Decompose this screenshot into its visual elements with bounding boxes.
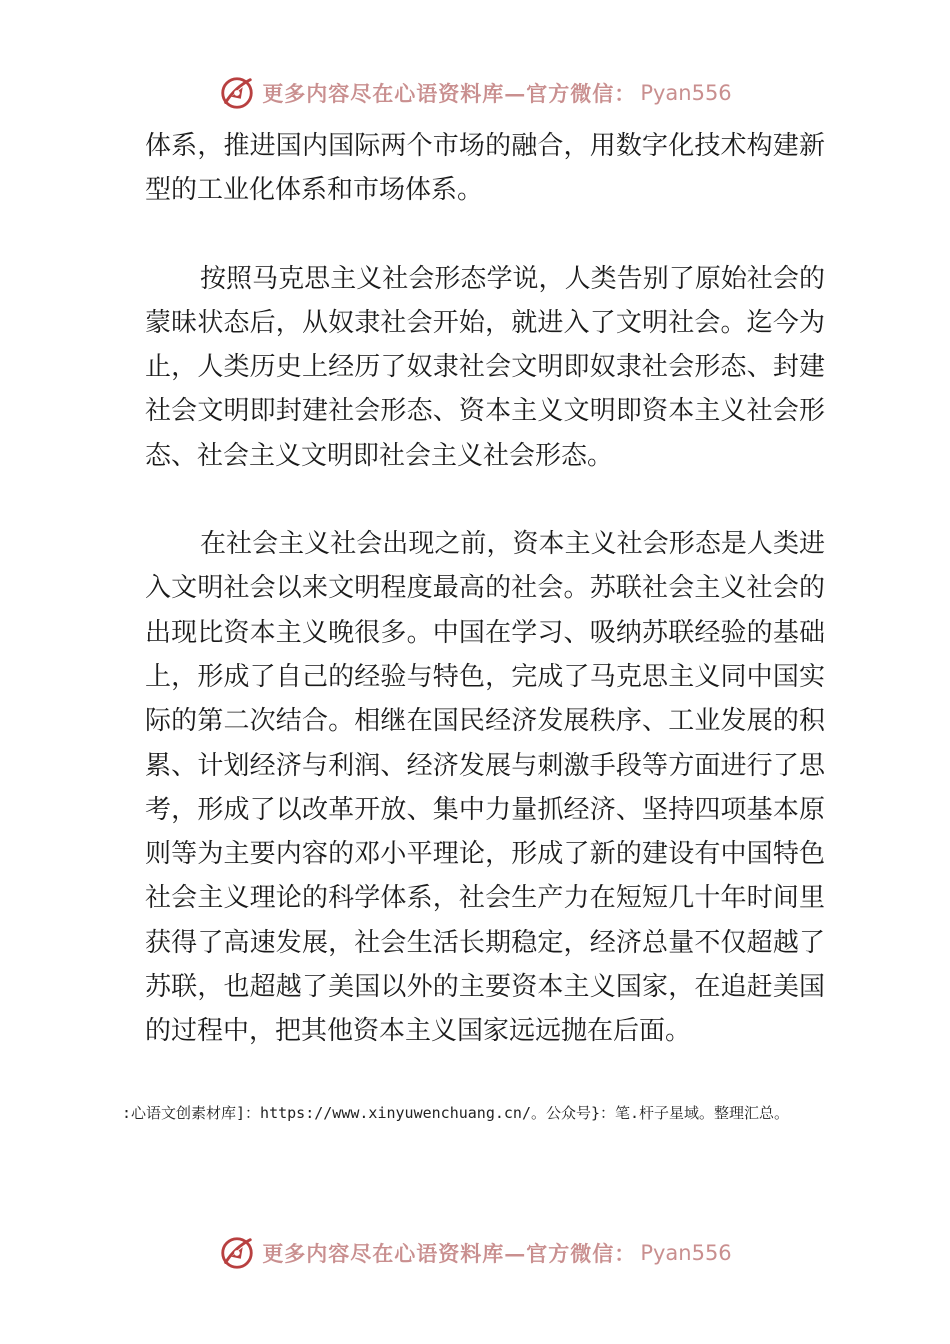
header-wechat-id: Pyan556	[640, 81, 732, 105]
footer-wechat-id: Pyan556	[640, 1241, 732, 1265]
paragraph-socialism: 在社会主义社会出现之前，资本主义社会形态是人类进入文明社会以来文明程度最高的社会。苏联社会主义社会的出现比资本主义晚很多。中国在学习、吸纳苏联经验的基础上，形成了自己的经验与特色，完成了马克思主义同中国实际的第二次结合。相继在国民经济发展秩序、工业发展的积累、计划经济与利润、经济发展与刺激手段等方面进行了思考，形成了以改革开放、集中力量抓经济、坚持四项基本原则等为主要内容的邓小平理论，形成了新的建设有中国特色社会主义理论的科学体系，社会生产力在短短几十年时间里获得了高速发展，社会生活长期稳定，经济总量不仅超越了苏联，也超越了美国以外的主要资本主义国家，在追赶美国的过程中，把其他资本主义国家远远抛在后面。	[145, 529, 825, 1047]
document-body	[145, 124, 825, 1054]
brand-logo-icon	[218, 74, 256, 112]
paragraph-social-forms: 按照马克思主义社会形态学说，人类告别了原始社会的蒙昧状态后，从奴隶社会开始，就进入了文明社会。迄今为止，人类历史上经历了奴隶社会文明即奴隶社会形态、封建社会文明即封建社会形态、资本主义文明即资本主义社会形态、社会主义文明即社会主义社会形态。	[145, 263, 825, 471]
header-banner-text: 更多内容尽在心语资料库—官方微信：	[262, 81, 637, 106]
footer-banner	[0, 1228, 950, 1278]
footer-banner-text: 更多内容尽在心语资料库—官方微信：	[262, 1241, 637, 1266]
paragraph-continuation: 体系，推进国内国际两个市场的融合，用数字化技术构建新型的工业化体系和市场体系。	[145, 131, 825, 206]
header-banner	[0, 68, 950, 118]
source-footnote: :心语文创素材库]：https://www.xinyuwenchuang.cn/。公众号}：笔.杆子星域。整理汇总。	[122, 1104, 790, 1122]
brand-logo-icon	[218, 1234, 256, 1272]
